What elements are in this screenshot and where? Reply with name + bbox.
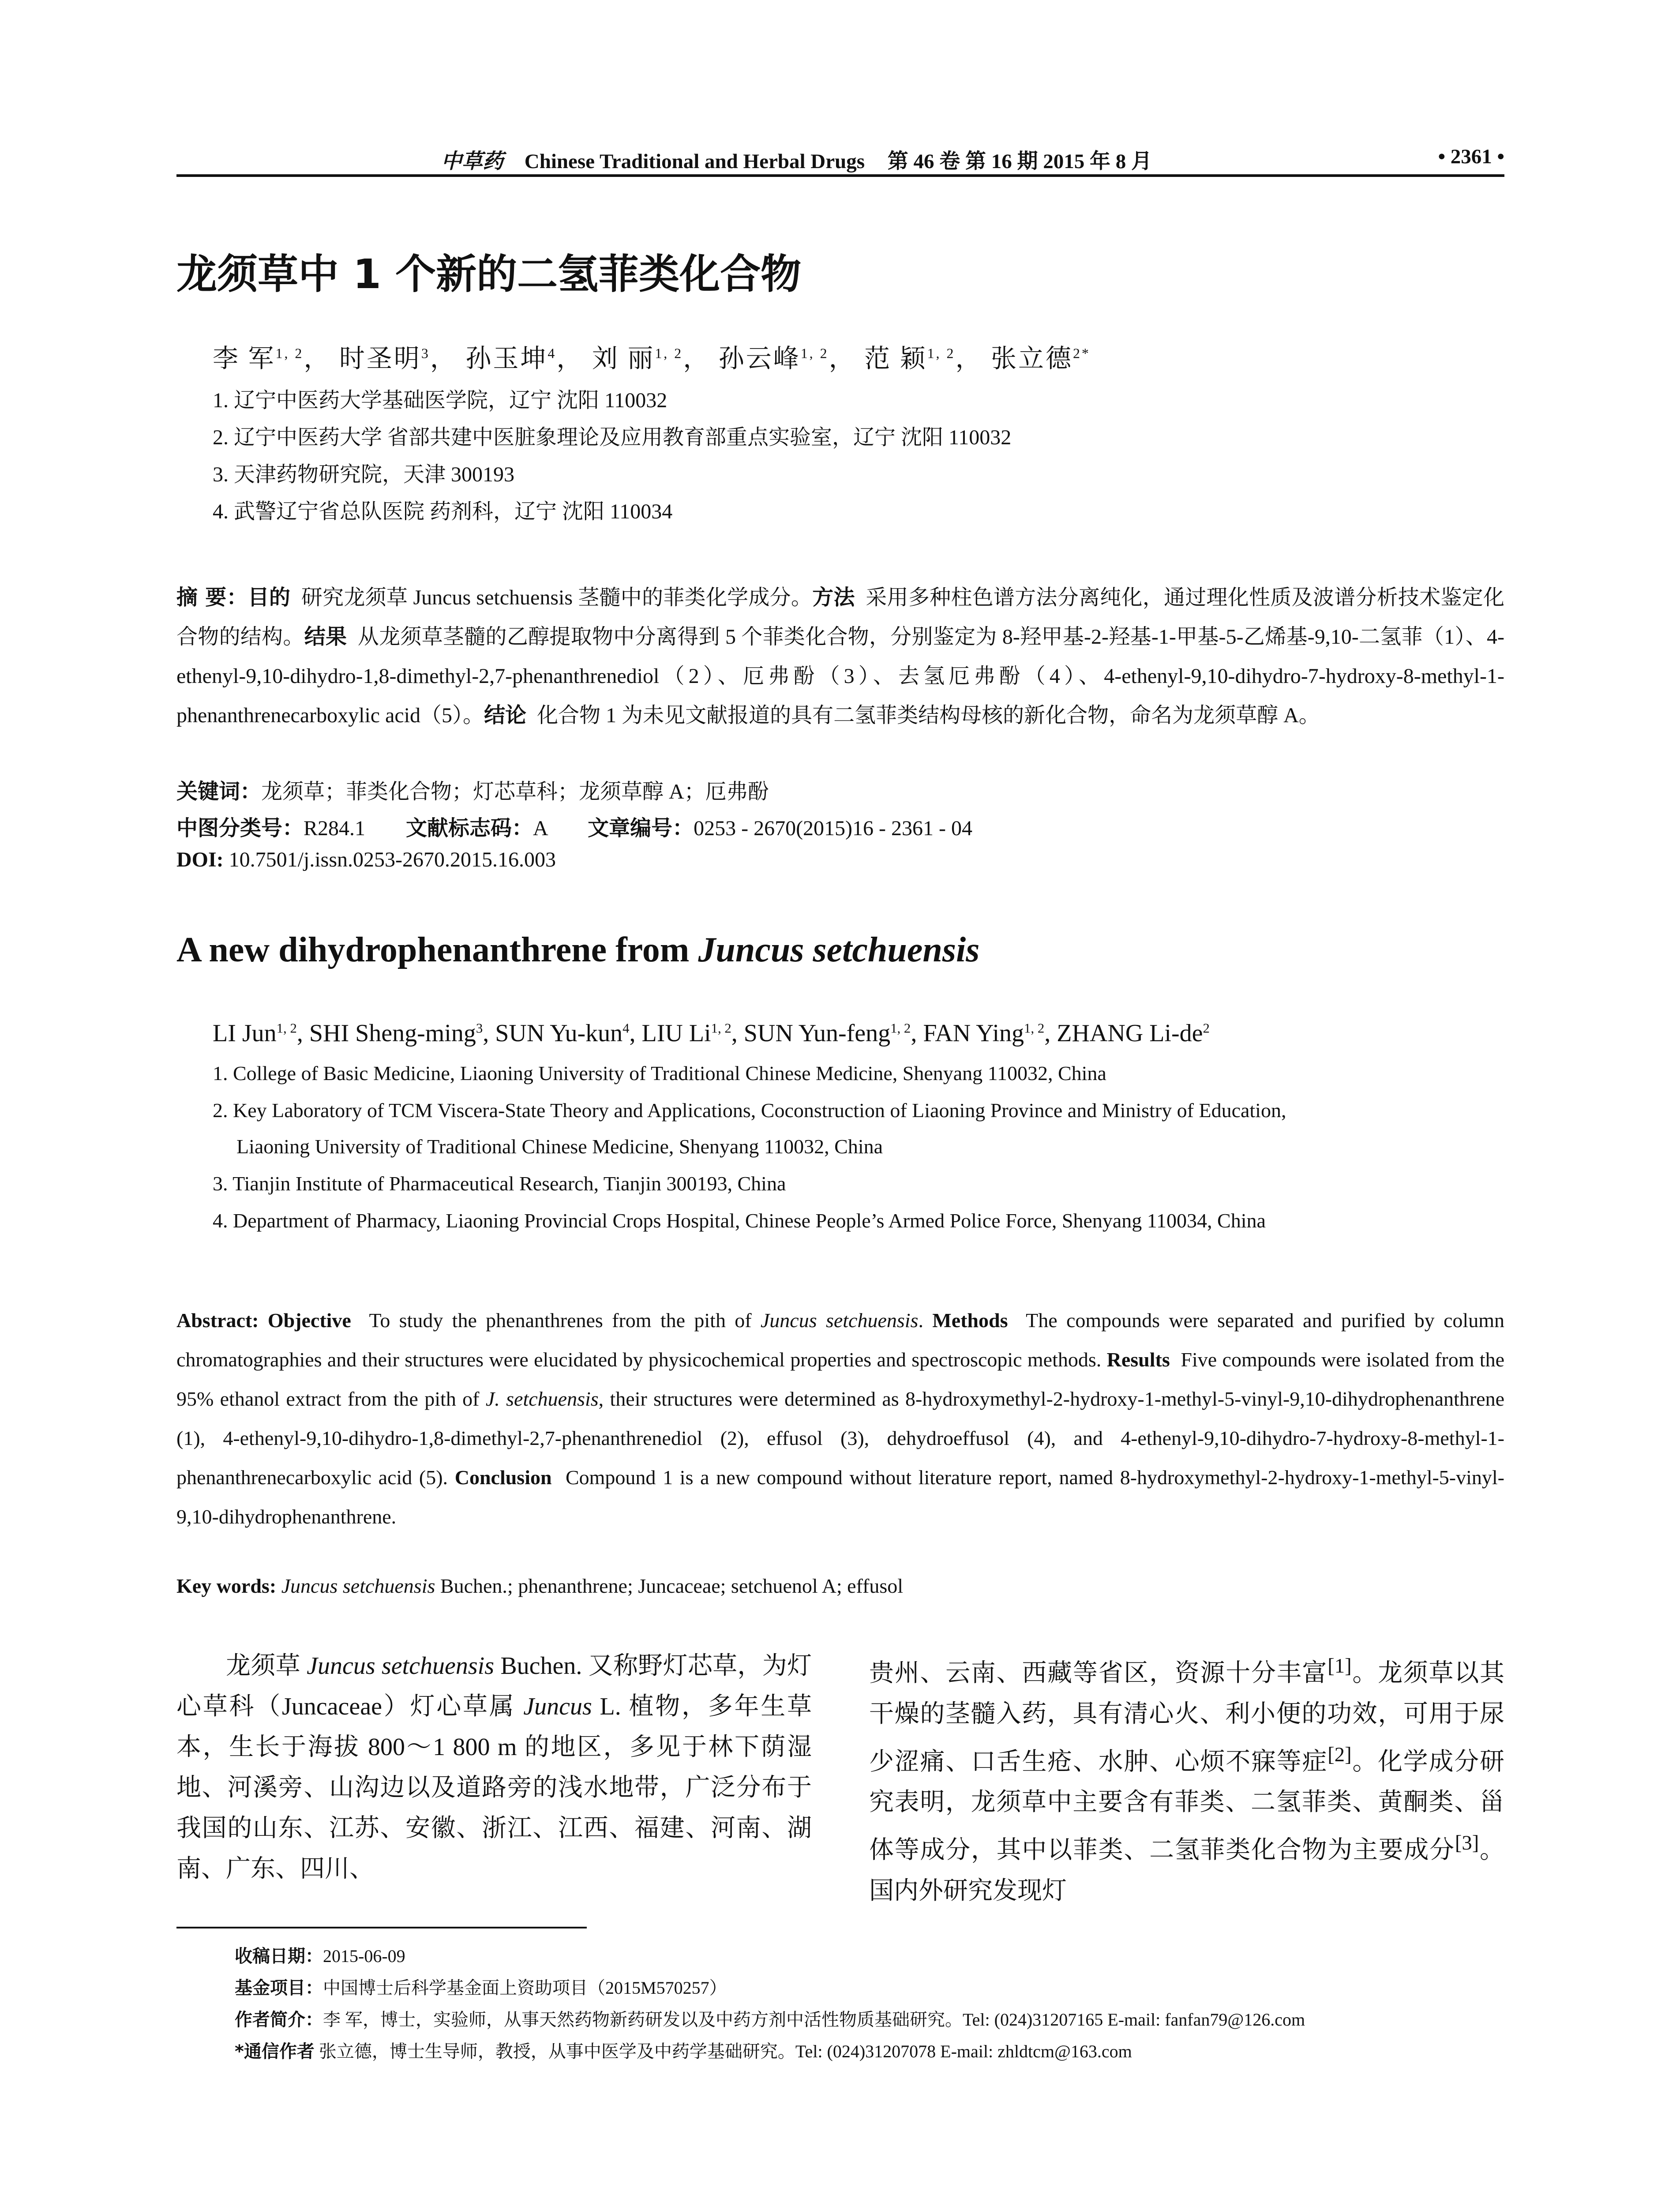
methods-en-label: Methods: [932, 1309, 1008, 1332]
citation-ref[interactable]: [3]: [1455, 1831, 1479, 1855]
body-text: L. 植物，多年生草本，生长于海拔 800～1 800 m 的地区，多见于林下荫湿地、河溪旁、山沟边以及道路旁的浅水地带，广泛分布于我国的山东、江苏、安徽、浙江、江西、福建、河南、湖南、广东、四川、: [176, 1693, 812, 1883]
affiliation-en: 4. Department of Pharmacy, Liaoning Provincial Crops Hospital, Chinese People’s Armed Police Force, Shenyang 110034, China: [213, 1209, 1266, 1232]
citation-ref[interactable]: [1]: [1328, 1654, 1352, 1677]
objective-en-label: Objective: [267, 1309, 351, 1332]
species-name: Juncus setchuensis: [307, 1652, 495, 1680]
author-name: 范 颖: [864, 344, 927, 373]
footnote-label: 作者简介：: [235, 2010, 323, 2030]
header-rule: [176, 174, 1504, 177]
abstract-label: 摘 要：: [176, 585, 248, 610]
results-text: 从龙须草茎髓的乙醇提取物中分离得到 5 个菲类化合物，分别鉴定为 8-羟甲基-2-羟基-1-甲基-5-乙烯基-9,10-二氢菲（1）、4-ethenyl-9,10-dihydro-1,8-dimethyl-2,7-phenanthrenediol（2）、厄弗酚（3）、去氢厄弗酚（4）、4-ethenyl-9,10-dihydro-7-hydroxy-8-methyl-1-phenanthrenecarboxylic acid（5）。: [176, 625, 1504, 727]
author-affiliation-mark: 1, 2: [1024, 1020, 1045, 1036]
footnote-author-bio: [235, 2006, 1305, 2031]
footnote-label: 收稿日期：: [235, 1946, 323, 1966]
authors-en: LI Jun$^{1, 2}$, SHI Sheng-ming$^3$, SUN Yu-kun$^4$, LIU Li$^{1, 2}$, SUN Yun-feng$^{1, 2}$, FAN Ying$^{1, 2}$, ZHANG $Li-de^2$: [213, 1020, 1210, 1047]
author-affiliation-mark: 1, 2: [276, 1020, 297, 1036]
affiliation-cn: 1. 辽宁中医药大学基础医学院，辽宁 沈阳 110032: [213, 389, 668, 412]
doi-label: DOI:: [176, 848, 224, 871]
methods-label: 方法: [812, 585, 855, 610]
objective-en-end: .: [918, 1309, 923, 1332]
author-name: 时圣明: [339, 344, 421, 373]
body-text: 。化学成分研究表明，龙须草中主要含有菲类、二氢菲类、黄酮类、甾体等成分，其中以菲类、二氢菲类化合物为主要成分: [869, 1748, 1505, 1864]
classification-line: [176, 811, 972, 841]
author-affiliation-mark: 1, 2: [711, 1020, 731, 1036]
footnote-rule: [176, 1927, 587, 1928]
body-text: 。国内外研究发现灯: [869, 1836, 1505, 1905]
journal-name-en: Chinese Traditional and Herbal Drugs: [524, 150, 865, 173]
body-text: 贵州、云南、西藏等省区，资源十分丰富: [869, 1659, 1328, 1687]
journal-name-cn: 中草药: [441, 150, 503, 173]
clc-value: R284.1: [304, 817, 366, 840]
conclusion-text: 化合物 1 为未见文献报道的具有二氢菲类结构母核的新化合物，命名为龙须草醇 A。: [537, 704, 1320, 727]
author-name: 刘 丽: [592, 344, 655, 373]
title-en: [176, 930, 979, 970]
footnote-text: 2015-06-09: [323, 1946, 405, 1966]
author-name: 孙玉坤: [465, 344, 548, 373]
body-column-left: [176, 1646, 812, 1889]
author-affiliation-mark: 3: [476, 1020, 483, 1036]
results-en-label: Results: [1106, 1348, 1170, 1371]
footnote-funding: [235, 1974, 727, 1999]
running-header: [176, 140, 1504, 176]
title-cn: 龙须草中 1 个新的二氢菲类化合物: [176, 251, 802, 298]
author-name: SUN Yu-kun: [495, 1020, 623, 1047]
body-text: 龙须草: [226, 1652, 307, 1680]
abstract-en-label: Abstract:: [176, 1309, 259, 1332]
author-affiliation-mark: 4: [622, 1020, 630, 1036]
author-affiliation-mark: 3: [421, 345, 430, 361]
citation-ref[interactable]: [2]: [1328, 1743, 1352, 1766]
author-name: 张立德: [990, 344, 1073, 373]
title-en-species: Juncus setchuensis: [698, 930, 980, 969]
authors-cn: 李 军$^{1, 2}$， 时圣明$^3$， 孙玉坤$^4$， 刘 丽$^{1, 2}$， 孙云峰$^{1, 2}$， 范 颖$^{1, 2}$， 张立德$^{2*}$: [213, 344, 1091, 373]
methods-en-text: The compounds were separated and purified by column chromatographies and their structures were elucidated by physicochemical properties and spectroscopic methods.: [176, 1309, 1504, 1371]
author-affiliation-mark: 1, 2: [655, 345, 683, 361]
conclusion-en-label: Conclusion: [454, 1466, 552, 1489]
author-affiliation-mark: 1, 2: [800, 345, 829, 361]
abstract-cn: [176, 578, 1504, 735]
author-name: SUN Yun-feng: [743, 1020, 891, 1047]
article-number-label: 文章编号：: [588, 816, 694, 840]
footnote-corresponding: [235, 2037, 1132, 2063]
running-header-center: [441, 145, 1152, 174]
body-paragraph: [869, 1646, 1504, 1911]
author-name: FAN Ying: [923, 1020, 1024, 1047]
page-number: • 2361 •: [1438, 145, 1504, 168]
author-name: LI Jun: [213, 1020, 277, 1047]
affiliation-en-continued: Liaoning University of Traditional Chinese Medicine, Shenyang 110032, China: [236, 1135, 883, 1158]
results-en-text-cont: , their structures were determined as 8-hydroxymethyl-2-hydroxy-1-methyl-5-vinyl-9,10-dihydrophenanthrene (1), 4-ethenyl-9,10-dihydro-1,8-dimethyl-2,7-phenanthrenediol (2), effusol (3), dehydroeffusol (4), and 4-ethenyl-9,10-dihydro-7-hydroxy-8-methyl-1-phenanthrenecarboxylic acid (5).: [176, 1388, 1504, 1489]
doi-value: 10.7501/j.issn.0253-2670.2015.16.003: [229, 848, 556, 871]
keywords-cn: [176, 774, 769, 805]
affiliation-en: 1. College of Basic Medicine, Liaoning University of Traditional Chinese Medicine, Shenyang 110032, China: [213, 1062, 1106, 1084]
species-name: Juncus setchuensis: [760, 1309, 919, 1332]
conclusion-en-text: Compound 1 is a new compound without literature report, named 8-hydroxymethyl-2-hydroxy-1-methyl-5-vinyl-9,10-dihydrophenanthrene.: [176, 1466, 1504, 1528]
objective-en-text: To study the phenanthrenes from the pith of: [369, 1309, 761, 1332]
author-name: LIU Li: [641, 1020, 711, 1047]
affiliation-en: 3. Tianjin Institute of Pharmaceutical Research, Tianjin 300193, China: [213, 1172, 786, 1195]
footnote-text: 李 军，博士，实验师，从事天然药物新药研发以及中药方剂中活性物质基础研究。Tel: (024)31207165 E-mail: fanfan79@126.com: [323, 2010, 1305, 2030]
author-affiliation-mark: 1, 2: [927, 345, 956, 361]
methods-text: 采用多种柱色谱方法分离纯化，通过理化性质及波谱分析技术鉴定化合物的结构。: [176, 586, 1504, 649]
abstract-en: [176, 1301, 1504, 1536]
keywords-en: [176, 1574, 903, 1598]
author-name: SHI Sheng-ming: [309, 1020, 476, 1047]
footnote-label: *通信作者: [235, 2041, 315, 2062]
author-name: 孙云峰: [718, 344, 801, 373]
author-affiliation-mark: 1, 2: [890, 1020, 911, 1036]
affiliation-cn: 2. 辽宁中医药大学 省部共建中医脏象理论及应用教育部重点实验室，辽宁 沈阳 110032: [213, 426, 1012, 449]
footnote-label: 基金项目：: [235, 1978, 323, 1998]
footnote-received: [235, 1942, 405, 1967]
body-text: Buchen. 又称野灯芯草，为灯心草科（Juncaceae）灯心草属: [176, 1652, 812, 1720]
footnote-text: 张立德，博士生导师，教授，从事中医学及中药学基础研究。Tel: (024)31207078 E-mail: zhldtcm@163.com: [314, 2041, 1132, 2061]
author-affiliation-mark: 2*: [1072, 345, 1091, 361]
author-affiliation-mark: 1, 2: [275, 345, 304, 361]
genus-name: Juncus: [523, 1693, 592, 1720]
author-affiliation-mark: 4: [548, 345, 557, 361]
affiliation-en: 2. Key Laboratory of TCM Viscera-State Theory and Applications, Coconstruction of Liaoning Province and Ministry of Education,: [213, 1099, 1286, 1122]
author-name: ZHANG Li-de: [1057, 1020, 1203, 1047]
objective-text: 研究龙须草 Juncus setchuensis 茎髓中的菲类化学成分。: [301, 586, 813, 609]
affiliation-cn: 3. 天津药物研究院，天津 300193: [213, 463, 515, 486]
affiliation-cn: 4. 武警辽宁省总队医院 药剂科，辽宁 沈阳 110034: [213, 500, 673, 523]
keywords-en-label: Key words:: [176, 1575, 277, 1597]
author-name: 李 军: [213, 344, 276, 373]
footnote-text: 中国博士后科学基金面上资助项目（2015M570257）: [323, 1978, 727, 1998]
doi-line: [176, 848, 556, 872]
doc-code-value: A: [533, 817, 548, 840]
species-name: Juncus setchuensis: [281, 1575, 435, 1597]
body-paragraph: [176, 1646, 812, 1889]
results-en-text: Five compounds were isolated from the 95% ethanol extract from the pith of: [176, 1348, 1505, 1410]
conclusion-label: 结论: [484, 703, 527, 728]
clc-label: 中图分类号：: [176, 816, 304, 840]
author-affiliation-mark: 2: [1203, 1020, 1210, 1036]
body-text: 。龙须草以其干燥的茎髓入药，具有清心火、利小便的功效，可用于尿少涩痛、口舌生疮、水肿、心烦不寐等症: [869, 1659, 1505, 1776]
article-number-value: 0253 - 2670(2015)16 - 2361 - 04: [694, 817, 972, 840]
results-label: 结果: [304, 624, 347, 649]
body-column-right: [869, 1646, 1504, 1911]
objective-label: 目的: [248, 585, 291, 610]
keywords-label: 关键词：: [176, 779, 262, 804]
title-en-prefix: A new dihydrophenanthrene from: [176, 930, 698, 969]
keywords-en-text: Buchen.; phenanthrene; Juncaceae; setchuenol A; effusol: [435, 1575, 904, 1597]
species-name: J. setchuensis: [485, 1388, 599, 1410]
journal-issue: 第 46 卷 第 16 期 2015 年 8 月: [887, 150, 1152, 173]
keywords-text: 龙须草；菲类化合物；灯芯草科；龙须草醇 A；厄弗酚: [261, 780, 769, 803]
doc-code-label: 文献标志码：: [406, 816, 533, 840]
